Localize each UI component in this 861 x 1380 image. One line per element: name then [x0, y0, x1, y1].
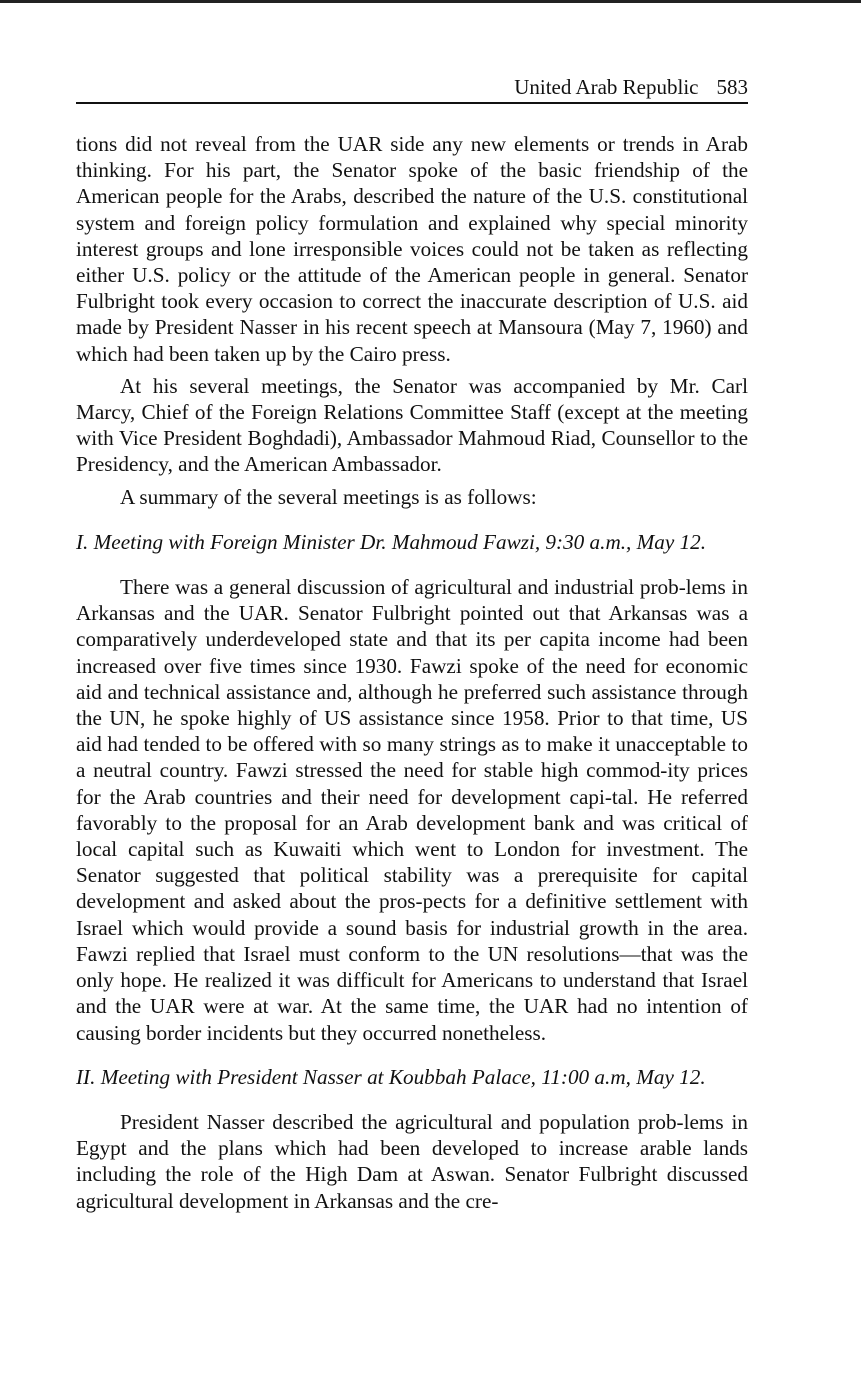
body-text	[76, 131, 748, 1214]
running-title: United Arab Republic	[514, 75, 699, 99]
page-top-edge	[0, 0, 861, 3]
paragraph-accompaniment: At his several meetings, the Senator was accompanied by Mr. Carl Marcy, Chief of the Foreign Relations Committee Staff (except at the meeting with Vice President Boghdadi), Ambassador Mahmoud Riad, Counsellor to the Presidency, and the American Ambassador.	[76, 373, 748, 477]
paragraph-summary-intro: A summary of the several meetings is as follows:	[120, 484, 537, 509]
section-text-nasser: President Nasser described the agricultural and population prob-lems in Egypt and the plans which had been developed to increase arable lands including the role of the High Dam at Aswan. Senator Fulbright discussed agricultural development in Arkansas and the cre-	[76, 1109, 748, 1213]
section-heading-fawzi: I. Meeting with Foreign Minister Dr. Mahmoud Fawzi, 9:30 a.m., May 12.	[76, 529, 707, 554]
section-heading-nasser: II. Meeting with President Nasser at Koubbah Palace, 11:00 a.m, May 12.	[76, 1064, 706, 1089]
section-text-fawzi: There was a general discussion of agricultural and industrial prob-lems in Arkansas and the UAR. Senator Fulbright pointed out that Arkansas was a comparatively underdeveloped state and that its per capita income had been increased over five times since 1930. Fawzi spoke of the need for economic aid and technical assistance and, although he preferred such assistance through the UN, he spoke highly of US assistance since 1958. Prior to that time, US aid had tended to be offered with so many strings as to make it unacceptable to a neutral country. Fawzi stressed the need for stable high commod-ity prices for the Arab countries and their need for development capi-tal. He referred favorably to the proposal for an Arab development bank and was critical of local capital such as Kuwaiti which went to London for investment. The Senator suggested that political stability was a prerequisite for capital development and asked about the pros-pects for a definitive settlement with Israel which would provide a sound basis for industrial growth in the area. Fawzi replied that Israel must conform to the UN resolutions—that was the only hope. He realized it was difficult for Americans to understand that Israel and the UAR were at war. At the same time, the UAR had no intention of causing border incidents but they occurred nonetheless.	[76, 575, 748, 1045]
running-header	[76, 74, 748, 104]
paragraph-continued: tions did not reveal from the UAR side any new elements or trends in Arab thinking. For his part, the Senator spoke of the basic friendship of the American people for the Arabs, described the nature of the U.S. constitutional system and foreign policy formulation and explained why special minority interest groups and lone irresponsible voices could not be taken as reflecting either U.S. policy or the attitude of the American people in general. Senator Fulbright took every occasion to correct the inaccurate description of U.S. aid made by President Nasser in his recent speech at Mansoura (May 7, 1960) and which had been taken up by the Cairo press.	[76, 132, 748, 366]
page-number: 583	[716, 75, 748, 99]
